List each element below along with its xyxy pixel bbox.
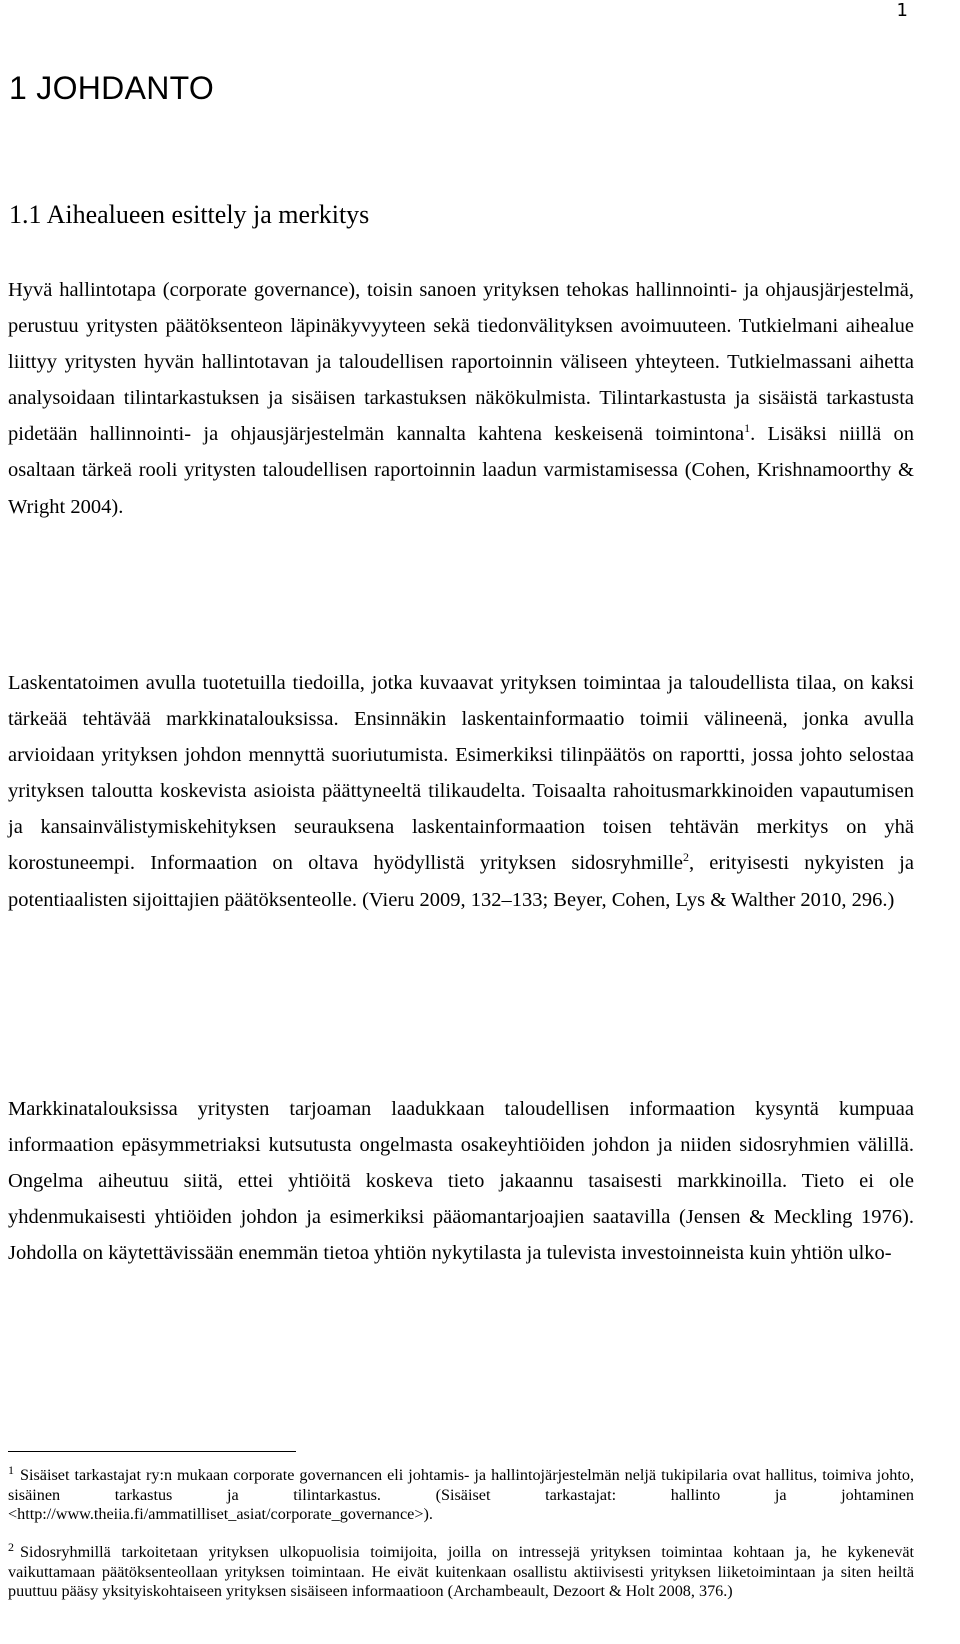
footnote-1-mark: 1 xyxy=(8,1462,14,1477)
footnote-2-mark: 2 xyxy=(8,1539,14,1554)
paragraph-1 xyxy=(8,272,914,525)
footnote-1 xyxy=(8,1462,914,1525)
paragraph-2-text-b: , erityisesti nykyisten ja potentiaalisten sijoittajien päätöksenteolle. (Vieru 2009, 132–133; Beyer, Cohen, Lys & Walther 2010, 296.) xyxy=(8,852,914,911)
footnote-1-text: Sisäiset tarkastajat ry:n mukaan corporate governancen eli johtamis- ja hallintojärjestelmän neljä tukipilaria ovat hallitus, toimiva johto, sisäinen tarkastus ja tilintarkastus. (Sisäiset tarkastajat: hallinto ja johtaminen <http://www.theiia.fi/ammatilliset_asiat/corporate_governance>). xyxy=(8,1466,914,1523)
paragraph-2-text-a: Laskentatoimen avulla tuotetuilla tiedoilla, jotka kuvaavat yrityksen toimintaa ja taloudellista tilaa, on kaksi tärkeää tehtävää markkinatalouksissa. Ensinnäkin laskentainformaatio toimii välineenä, jonka avulla arvioidaan yrityksen johdon mennyttä suoriutumista. Esimerkiksi tilinpäätös on raportti, jossa johto selostaa yrityksen taloutta koskevista asioista päättyneeltä tilikaudelta. Toisaalta rahoitusmarkkinoiden vapautumisen ja kansainvälistymiskehityksen seurauksena laskentainformaation toisen tehtävän merkitys on yhä korostuneempi. Informaation on oltava hyödyllistä yrityksen sidosryhmille xyxy=(8,672,914,875)
paragraph-2 xyxy=(8,665,914,918)
footnote-separator xyxy=(8,1451,296,1452)
footnote-2-text: Sidosryhmillä tarkoitetaan yrityksen ulkopuolisia toimijoita, joilla on intressejä yrityksen toimintaa kohtaan ja, he kykenevät vaikuttamaan päätöksenteollaan yrityksen toimintaan. He eivät kuitenkaan osallistu aktiivisesti yrityksen liiketoimintaan ja siten heiltä puuttuu pääsy yksityiskohtaiseen yrityksen sisäiseen informaatioon (Archambeault, Dezoort & Holt 2008, 376.) xyxy=(8,1543,914,1600)
section-title: 1.1 Aihealueen esittely ja merkitys xyxy=(9,200,370,229)
paragraph-1-text-b: . Lisäksi niillä on osaltaan tärkeä rooli yritysten taloudellisen raportoinnin laadun varmistamisessa (Cohen, Krishnamoorthy & Wright 2004). xyxy=(8,423,914,518)
page-number: 1 xyxy=(896,0,908,21)
paragraph-3: Markkinatalouksissa yritysten tarjoaman laadukkaan taloudellisen informaation kysyntä kumpuaa informaation epäsymmetriaksi kutsutusta ongelmasta osakeyhtiöiden johdon ja niiden sidosryhmien välillä. Ongelma aiheutuu siitä, ettei yhtiöitä koskeva tieto jakaannu tasaisesti markkinoilla. Tieto ei ole yhdenmukaisesti yhtiöiden johdon ja esimerkiksi pääomantarjoajien saatavilla (Jensen & Meckling 1976). Johdolla on käytettävissään enemmän tietoa yhtiön nykytilasta ja tulevista investoinneista kuin yhtiön ulko- xyxy=(8,1098,914,1265)
footnote-2 xyxy=(8,1539,914,1602)
footnote-ref-1[interactable]: 1 xyxy=(744,421,751,436)
paragraph-1-text-a: Hyvä hallintotapa (corporate governance), toisin sanoen yrityksen tehokas hallinnointi- ja ohjausjärjestelmä, perustuu yritysten päätöksenteon läpinäkyvyyteen sekä tiedonvälityksen avoimuuteen. Tutkielmani aihealue liittyy yritysten hyvän hallintotavan ja taloudellisen raportoinnin väliseen yhteyteen. Tutkielmassani aihetta analysoidaan tilintarkastuksen ja sisäisen tarkastuksen näkökulmista. Tilintarkastusta ja sisäistä tarkastusta pidetään hallinnointi- ja ohjausjärjestelmän kannalta kahtena keskeisenä toimintona xyxy=(8,279,914,446)
footnote-ref-2[interactable]: 2 xyxy=(682,850,689,865)
chapter-title: 1 JOHDANTO xyxy=(9,70,215,106)
